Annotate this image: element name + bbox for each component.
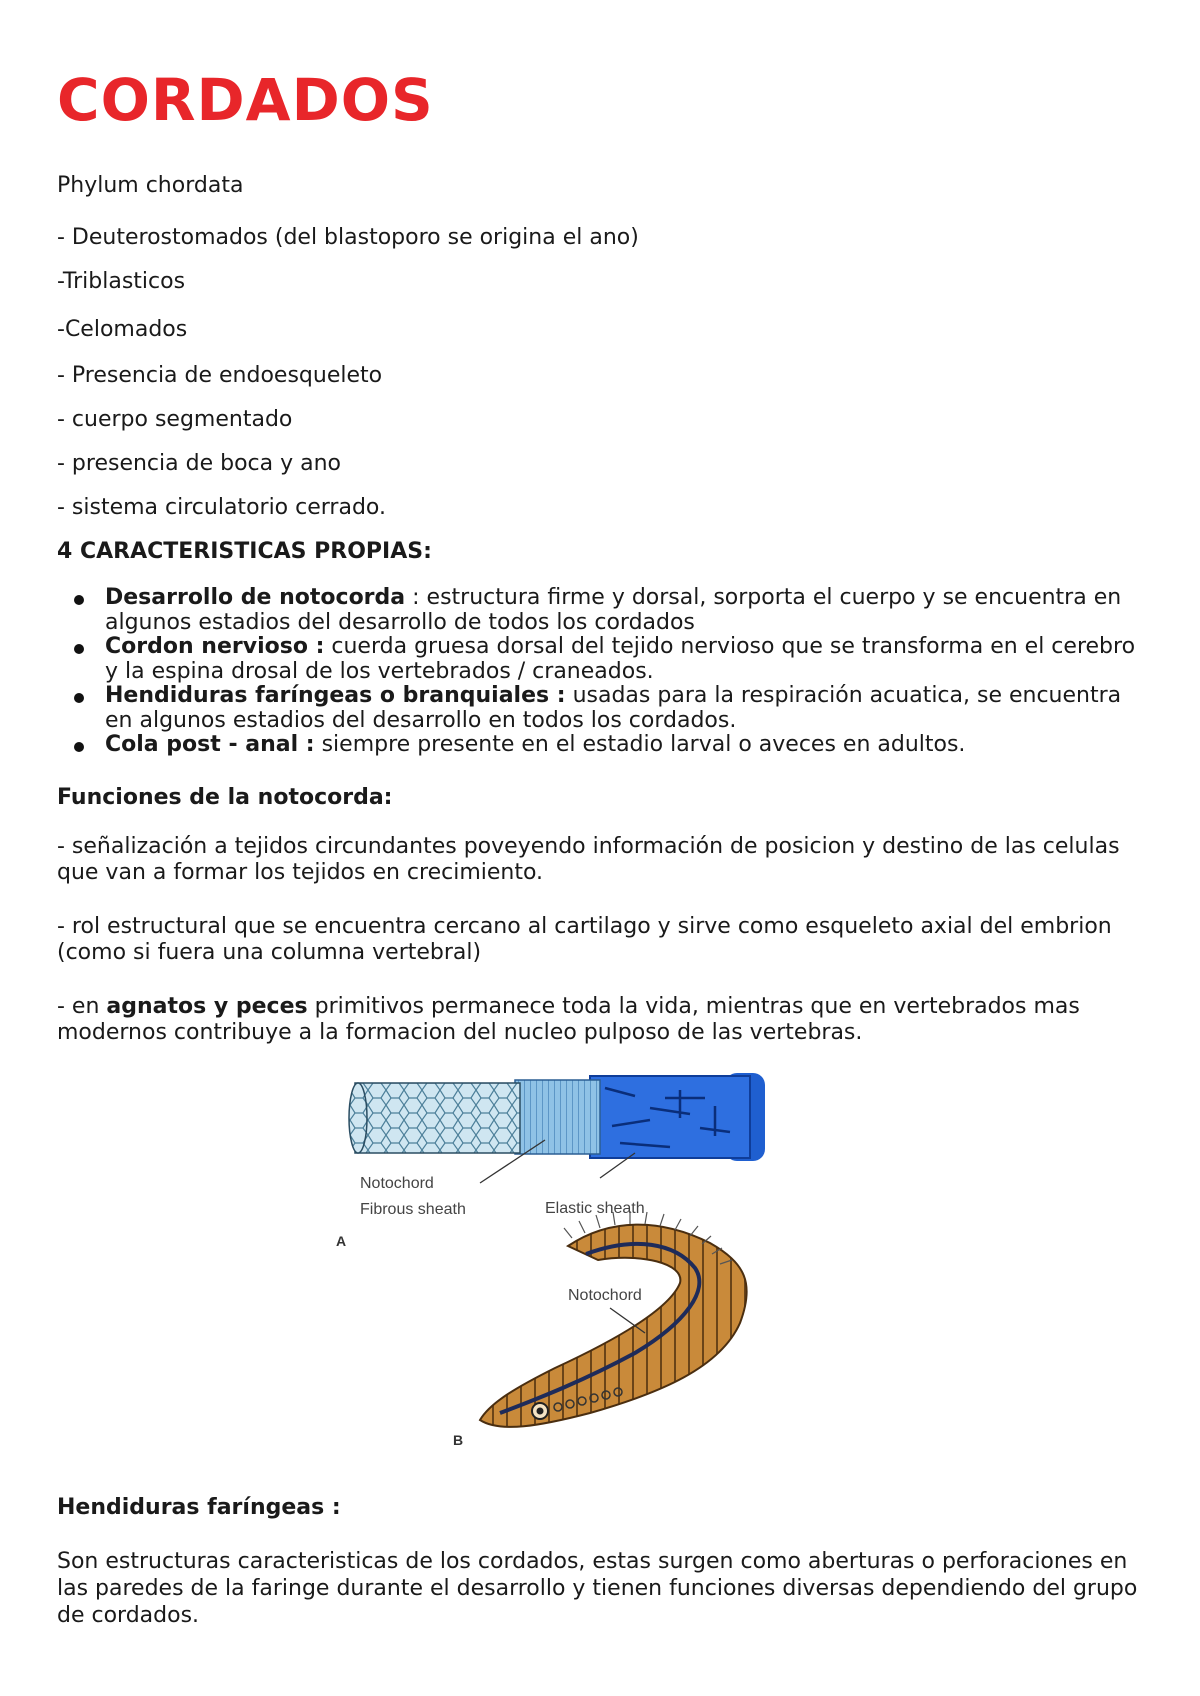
fibrous-sheath — [515, 1080, 600, 1154]
paragraph-text: primitivos permanece toda la vida, mientras que en vertebrados mas modernos contribuye a la formacion del nucleo pulposo de las vertebras. — [57, 994, 1080, 1045]
trait-line: - Deuterostomados (del blastoporo se origina el ano) — [57, 225, 639, 250]
features-list — [57, 586, 1147, 758]
phylum-line: Phylum chordata — [57, 173, 244, 198]
notochord-core — [355, 1083, 520, 1153]
functions-heading: Funciones de la notocorda: — [57, 785, 393, 810]
paragraph-bold-text: agnatos y peces — [106, 994, 308, 1019]
trait-line: -Triblasticos — [57, 269, 186, 294]
notochord-figure — [336, 1068, 870, 1468]
notochord-label: Notochord — [360, 1175, 434, 1192]
features-heading: 4 CARACTERISTICAS PROPIAS: — [57, 539, 432, 564]
list-item — [57, 733, 1147, 758]
feature-separator — [566, 683, 573, 708]
part-b-label: B — [453, 1432, 464, 1448]
trait-line: -Celomados — [57, 317, 188, 342]
function-paragraph: - señalización a tejidos circundantes poveyendo información de posicion y destino de las celulas que van a formar los tejidos en crecimiento. — [57, 834, 1120, 885]
trait-line: - presencia de boca y ano — [57, 451, 342, 476]
pharyngeal-paragraph: Son estructuras caracteristicas de los cordados, estas surgen como aberturas o perforaciones en las paredes de la faringe durante el desarrollo y tienen funciones diversas dependiendo del grupo de cordados. — [57, 1549, 1138, 1628]
page-title: CORDADOS — [57, 66, 434, 134]
trait-line: - Presencia de endoesqueleto — [57, 363, 383, 388]
list-item — [57, 684, 1147, 733]
feature-text: siempre presente en el estadio larval o aveces en adultos. — [321, 732, 966, 757]
elastic-sheath-label: Elastic sheath — [545, 1200, 645, 1217]
feature-text: cuerda gruesa dorsal del tejido nervioso que se transforma en el cerebro y la espina drosal de los vertebrados / craneados. — [105, 634, 1136, 684]
fibrous-sheath-label: Fibrous sheath — [360, 1201, 466, 1218]
pharyngeal-heading: Hendiduras faríngeas : — [57, 1495, 341, 1520]
feature-term: Desarrollo de notocorda — [105, 585, 406, 610]
part-a-label: A — [336, 1233, 347, 1249]
feature-term: Hendiduras faríngeas o branquiales : — [105, 683, 566, 708]
lancelet-illustration — [453, 1211, 747, 1448]
notochord-b-label: Notochord — [568, 1287, 642, 1304]
trait-line: - sistema circulatorio cerrado. — [57, 495, 386, 520]
list-item — [57, 635, 1147, 684]
feature-separator: : — [405, 585, 427, 610]
feature-separator — [315, 732, 322, 757]
paragraph-text: - en — [57, 994, 107, 1019]
elastic-sheath — [590, 1076, 750, 1158]
trait-line: - cuerpo segmentado — [57, 407, 293, 432]
notochord-cylinder-illustration — [336, 1073, 765, 1249]
feature-term: Cola post - anal : — [105, 732, 315, 757]
list-item — [57, 586, 1147, 635]
feature-text: usadas para la respiración acuatica, se encuentra en algunos estadios del desarrollo en todos los cordados. — [105, 683, 1122, 733]
animal-body — [480, 1225, 747, 1427]
feature-term: Cordon nervioso : — [105, 634, 325, 659]
function-paragraph: - rol estructural que se encuentra cercano al cartilago y sirve como esqueleto axial del embrion (como si fuera una columna vertebral) — [57, 914, 1112, 965]
feature-text: estructura firme y dorsal, sorporta el cuerpo y se encuentra en algunos estadios del desarrollo de todos los cordados — [105, 585, 1122, 635]
function-paragraph — [57, 994, 1157, 1046]
